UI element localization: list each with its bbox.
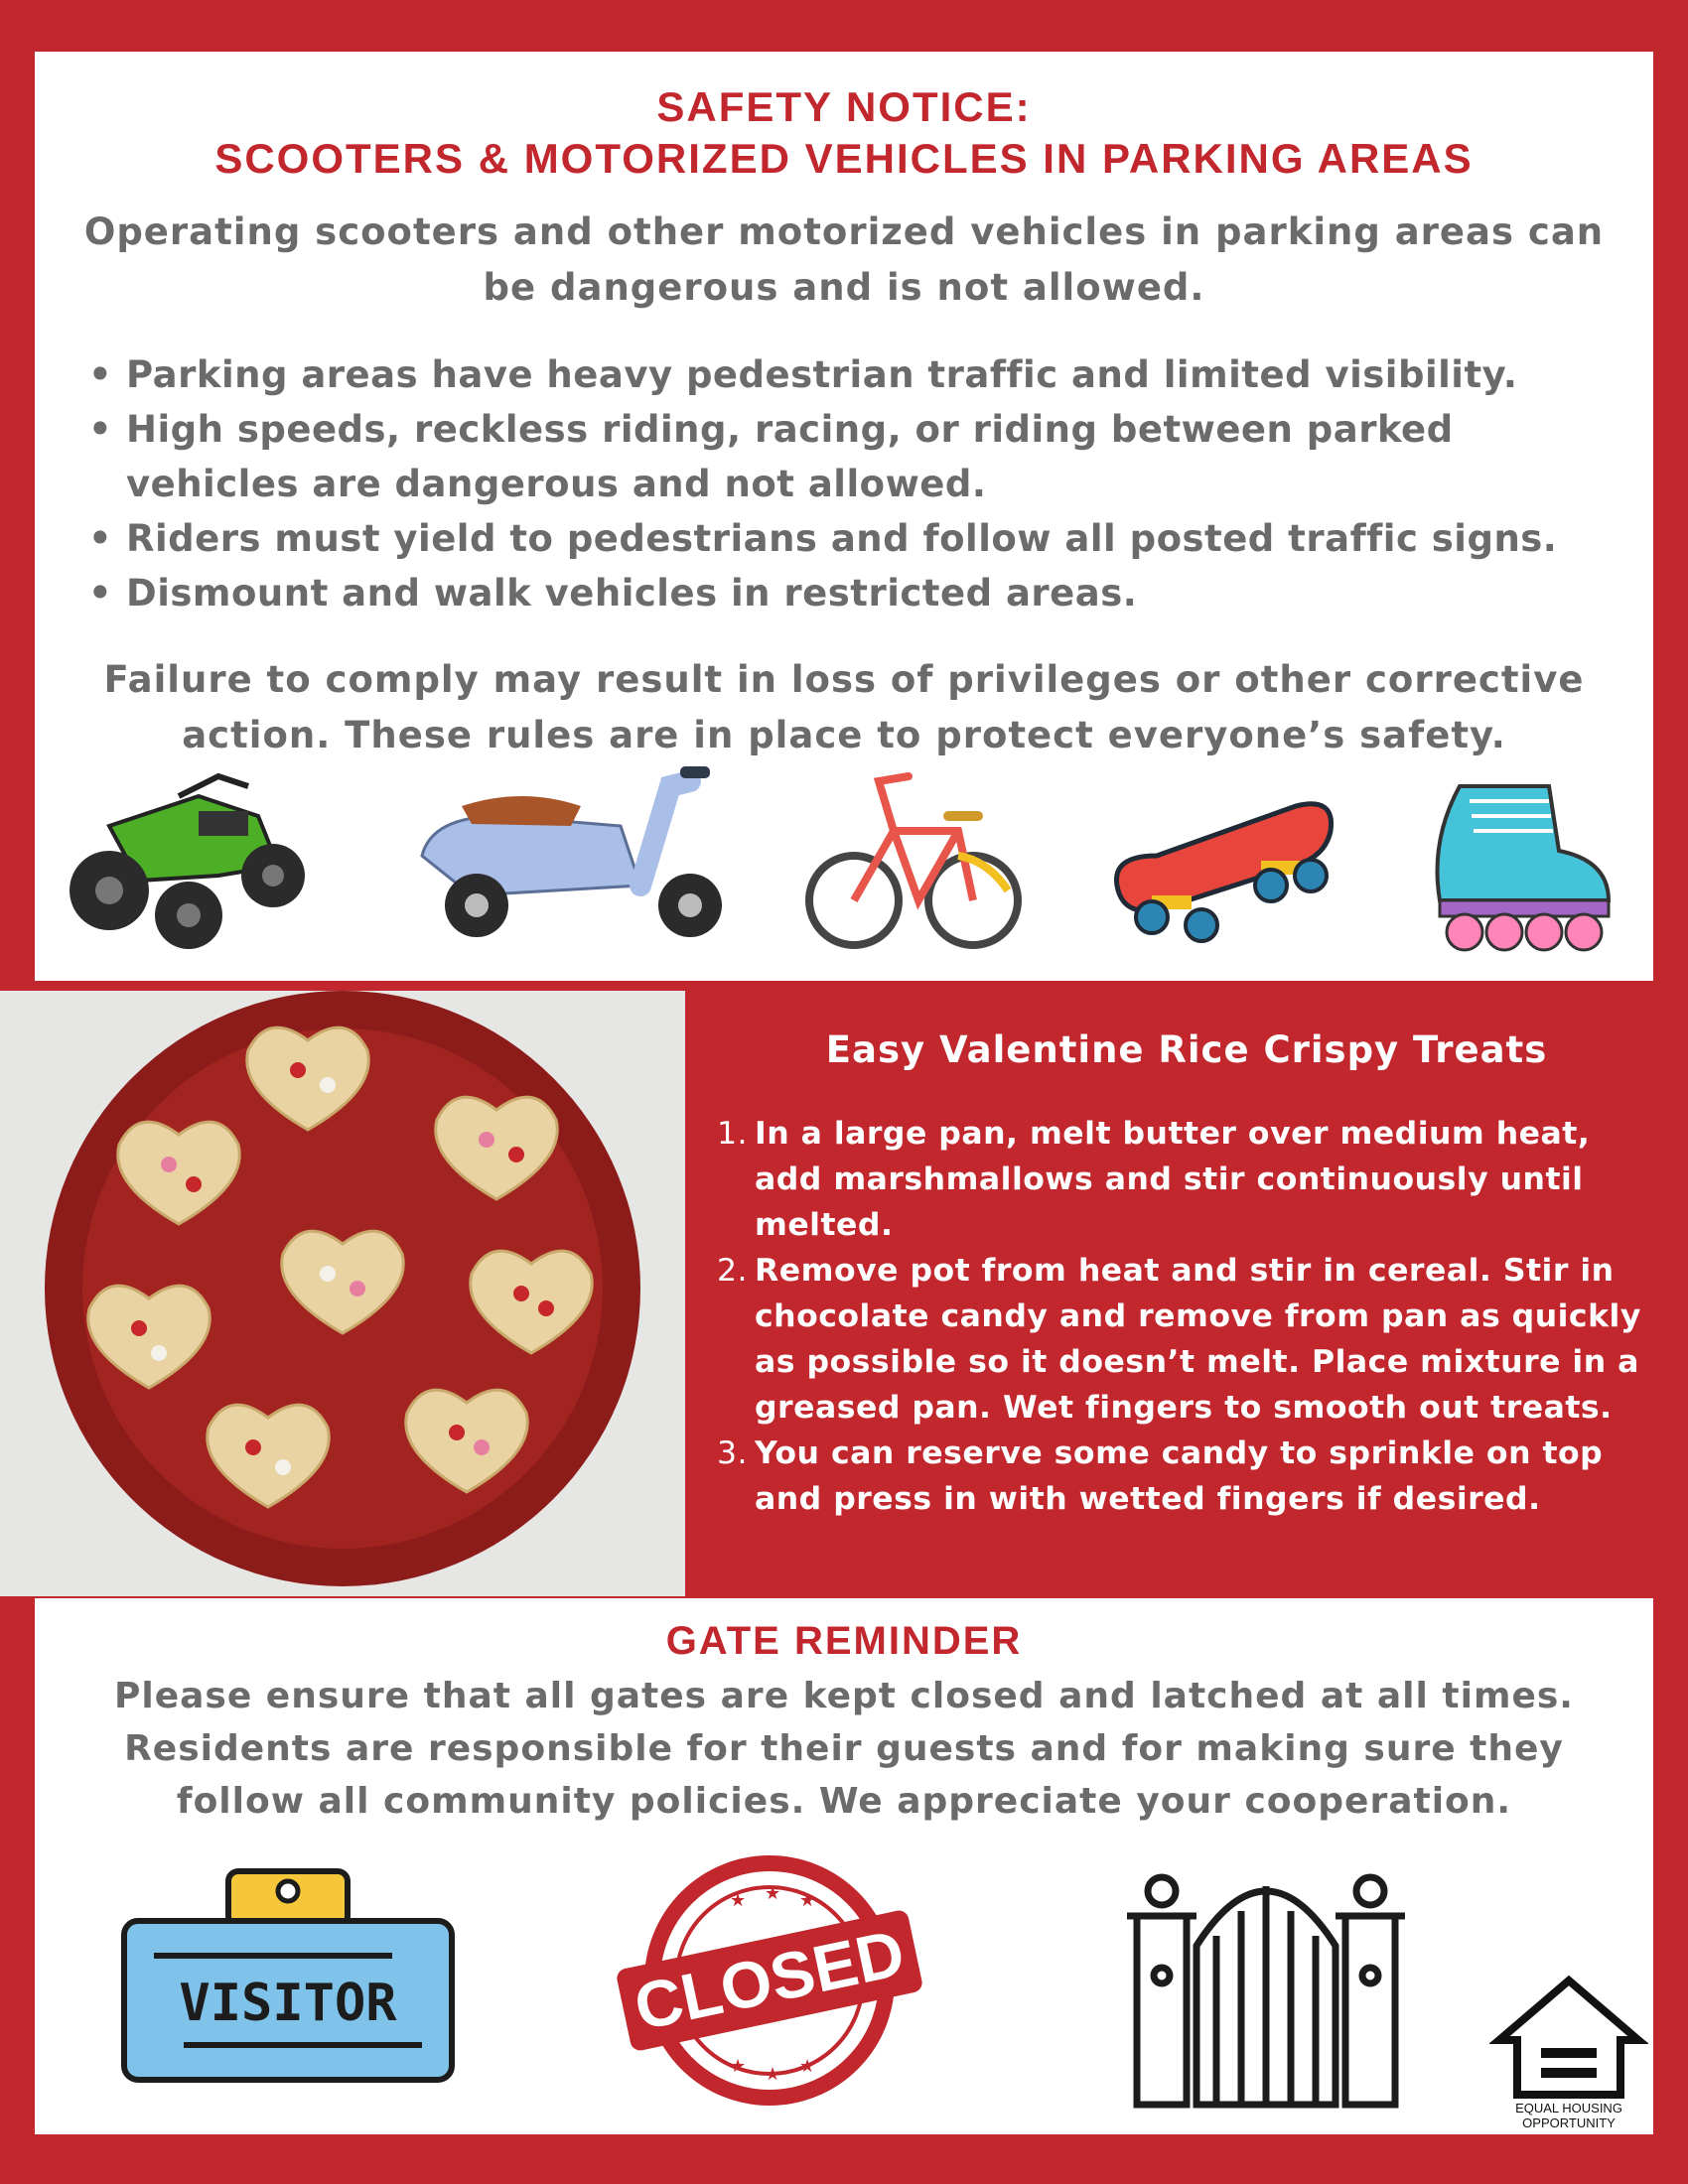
safety-rule-item: • High speeds, reckless riding, racing, or riding between parked vehicles are dangerous and not allowed. bbox=[78, 402, 1594, 511]
gate-reminder-body: Please ensure that all gates are kept closed and latched at all times. Residents are responsible for their guests and for making sure they follow all community policies. We appreciate your cooperation. bbox=[114, 1676, 1574, 1822]
treats-photo bbox=[0, 991, 685, 1596]
visitor-label: VISITOR bbox=[179, 1974, 397, 2033]
safety-rules-list bbox=[78, 347, 1594, 620]
roller-skate-icon bbox=[1410, 771, 1628, 960]
recipe-title: Easy Valentine Rice Crispy Treats bbox=[825, 1028, 1548, 1071]
recipe-step bbox=[685, 1248, 1668, 1431]
recipe-step-number: 2. bbox=[717, 1253, 749, 1289]
safety-rule-item: • Parking areas have heavy pedestrian traffic and limited visibility. bbox=[78, 347, 1594, 402]
svg-text:★: ★ bbox=[765, 1883, 781, 1904]
eho-line2: OPPORTUNITY bbox=[1522, 2116, 1616, 2129]
safety-title-line2: SCOOTERS & MOTORIZED VEHICLES IN PARKING AREAS bbox=[214, 135, 1474, 182]
recipe-step-text: In a large pan, melt butter over medium heat, add marshmallows and stir continuously until melted. bbox=[755, 1116, 1591, 1243]
gate-reminder-panel bbox=[35, 1598, 1653, 2134]
safety-rule-item: • Dismount and walk vehicles in restricted areas. bbox=[78, 566, 1594, 620]
equal-housing-icon bbox=[1489, 1971, 1648, 2129]
safety-closing: Failure to comply may result in loss of privileges or other corrective action. These rules are in place to protect everyone’s safety. bbox=[103, 658, 1585, 756]
recipe-steps bbox=[685, 1111, 1668, 1522]
closed-label: CLOSED bbox=[628, 1915, 911, 2044]
safety-rule-item: • Riders must yield to pedestrians and follow all posted traffic signs. bbox=[78, 511, 1594, 566]
recipe-step-number: 3. bbox=[717, 1435, 749, 1471]
closed-stamp-icon bbox=[611, 1851, 928, 2110]
recipe-step bbox=[685, 1431, 1668, 1522]
recipe-step-text: You can reserve some candy to sprinkle on top and press in with wetted fingers if desired. bbox=[755, 1435, 1604, 1517]
svg-text:★: ★ bbox=[765, 2064, 781, 2085]
visitor-badge-icon bbox=[114, 1861, 462, 2090]
recipe-step-text: Remove pot from heat and stir in cereal. Stir in chocolate candy and remove from pan as quickly as possible so it doesn’t melt. Place mixture in a greased pan. Wet fingers to smooth out treats. bbox=[755, 1253, 1641, 1426]
safety-notice-panel bbox=[35, 52, 1653, 981]
skateboard-icon bbox=[1097, 776, 1345, 955]
svg-text:★: ★ bbox=[730, 1890, 747, 1911]
safety-intro: Operating scooters and other motorized vehicles in parking areas can be dangerous and is not allowed. bbox=[83, 210, 1605, 309]
recipe-step bbox=[685, 1111, 1668, 1248]
safety-title-line1: SAFETY NOTICE: bbox=[656, 83, 1032, 130]
safety-notice-title bbox=[35, 81, 1653, 185]
bicycle-icon bbox=[799, 761, 1028, 960]
eho-line1: EQUAL HOUSING bbox=[1515, 2101, 1622, 2116]
svg-text:★: ★ bbox=[730, 2056, 747, 2077]
scooter-icon bbox=[392, 756, 750, 955]
recipe-panel bbox=[685, 991, 1688, 1598]
gate-icon bbox=[1117, 1846, 1415, 2115]
svg-text:★: ★ bbox=[799, 1890, 816, 1911]
recipe-step-number: 1. bbox=[717, 1116, 749, 1152]
treats-plate-image bbox=[0, 991, 685, 1596]
svg-text:★: ★ bbox=[799, 2056, 816, 2077]
gate-reminder-title: GATE REMINDER bbox=[665, 1619, 1023, 1663]
atv-icon bbox=[50, 756, 318, 955]
